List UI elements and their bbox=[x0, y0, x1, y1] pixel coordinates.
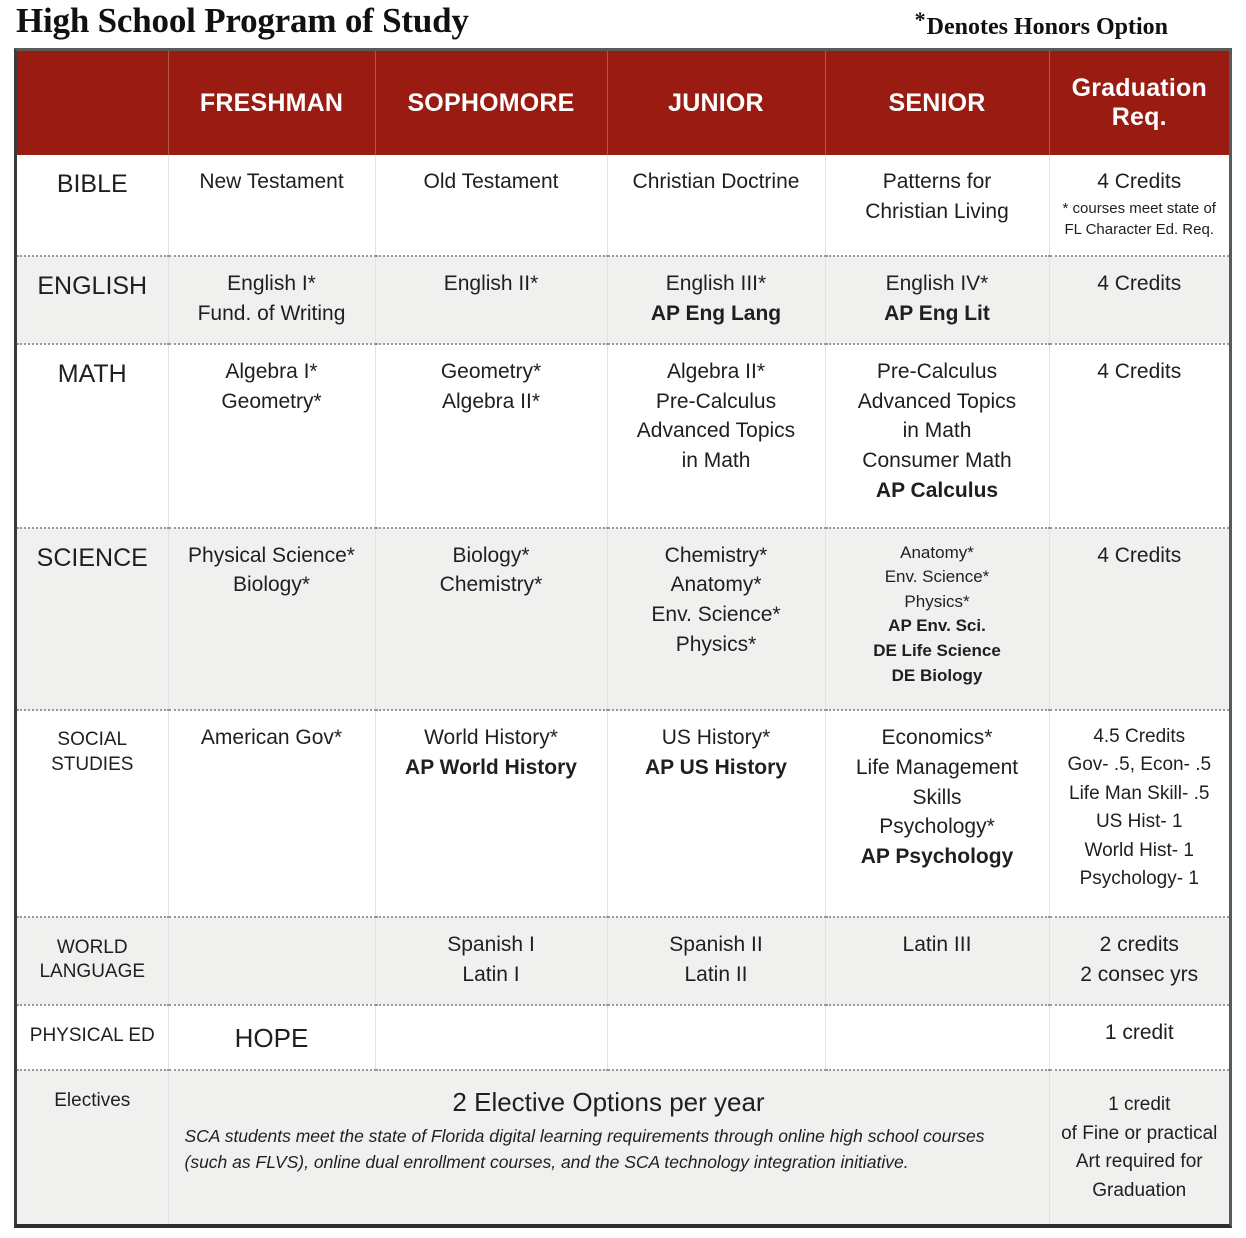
subject-label-social-studies: SOCIAL STUDIES bbox=[17, 710, 168, 917]
subject-label-physical-ed: PHYSICAL ED bbox=[17, 1005, 168, 1070]
cell-science-senior bbox=[825, 528, 1049, 710]
program-table-container bbox=[14, 48, 1232, 1228]
ap-course-social-sophomore: AP World History bbox=[405, 755, 577, 779]
cell-bible-sophomore: Old Testament bbox=[375, 155, 607, 256]
cell-world-lang-senior: Latin III bbox=[825, 917, 1049, 1005]
cell-social-freshman: American Gov* bbox=[168, 710, 375, 917]
table-row-science bbox=[17, 528, 1229, 710]
cell-science-junior: Chemistry* Anatomy* Env. Science* Physics* bbox=[607, 528, 825, 710]
title-bar bbox=[0, 0, 1246, 48]
ap-course-social-senior: AP Psychology bbox=[860, 845, 1014, 869]
subject-label-english: ENGLISH bbox=[17, 256, 168, 344]
cell-math-freshman: Algebra I* Geometry* bbox=[168, 344, 375, 528]
cell-social-sophomore bbox=[375, 710, 607, 917]
cell-bible-senior: Patterns for Christian Living bbox=[825, 155, 1049, 256]
ap-course-english-senior: AP Eng Lit bbox=[884, 301, 990, 325]
cell-math-junior: Algebra II* Pre-Calculus Advanced Topics in Math bbox=[607, 344, 825, 528]
cell-math-senior bbox=[825, 344, 1049, 528]
cell-pe-graduation: 1 credit bbox=[1049, 1005, 1229, 1070]
electives-body-text: SCA students meet the state of Florida digital learning requirements through online high school courses (such as FLVS), online dual enrollment courses, and the SCA technology integration initiative. bbox=[184, 1125, 985, 1172]
subject-label-electives: Electives bbox=[17, 1070, 168, 1224]
table-body bbox=[17, 155, 1229, 1224]
column-header-senior: SENIOR bbox=[825, 51, 1049, 155]
ap-course-math-senior: AP Calculus bbox=[875, 479, 999, 503]
cell-pe-junior bbox=[607, 1005, 825, 1070]
cell-science-sophomore: Biology* Chemistry* bbox=[375, 528, 607, 710]
honors-legend bbox=[915, 7, 1168, 41]
electives-heading: 2 Elective Options per year bbox=[452, 1087, 765, 1118]
header-row bbox=[17, 51, 1229, 155]
cell-english-junior bbox=[607, 256, 825, 344]
ap-course-social-junior: AP US History bbox=[645, 755, 787, 779]
grad-credits-bible: 4 Credits bbox=[1097, 170, 1182, 193]
cell-social-graduation: 4.5 Credits Gov- .5, Econ- .5 Life Man Skill- .5 US Hist- 1 World Hist- 1 Psychology- 1 bbox=[1049, 710, 1229, 917]
cell-world-lang-freshman bbox=[168, 917, 375, 1005]
course-science-senior: Anatomy* Env. Science* Physics* bbox=[884, 542, 990, 611]
subject-label-science: SCIENCE bbox=[17, 528, 168, 710]
cell-pe-sophomore bbox=[375, 1005, 607, 1070]
cell-pe-senior bbox=[825, 1005, 1049, 1070]
cell-bible-junior: Christian Doctrine bbox=[607, 155, 825, 256]
column-header-freshman: FRESHMAN bbox=[168, 51, 375, 155]
cell-english-graduation: 4 Credits bbox=[1049, 256, 1229, 344]
cell-english-sophomore: English II* bbox=[375, 256, 607, 344]
cell-pe-freshman: HOPE bbox=[168, 1005, 375, 1070]
cell-english-senior bbox=[825, 256, 1049, 344]
page-title: High School Program of Study bbox=[16, 1, 469, 40]
cell-science-freshman: Physical Science* Biology* bbox=[168, 528, 375, 710]
cell-social-junior bbox=[607, 710, 825, 917]
table-row-bible bbox=[17, 155, 1229, 256]
course-math-senior: Pre-Calculus Advanced Topics in Math Consumer Math bbox=[857, 359, 1017, 473]
column-header-graduation-req: Graduation Req. bbox=[1049, 51, 1229, 155]
column-header-junior: JUNIOR bbox=[607, 51, 825, 155]
table-row-math bbox=[17, 344, 1229, 528]
cell-bible-graduation bbox=[1049, 155, 1229, 256]
column-header-sophomore: SOPHOMORE bbox=[375, 51, 607, 155]
subject-label-bible: BIBLE bbox=[17, 155, 168, 256]
column-header-subject bbox=[17, 51, 168, 155]
cell-world-lang-graduation: 2 credits 2 consec yrs bbox=[1049, 917, 1229, 1005]
table-row-world-language bbox=[17, 917, 1229, 1005]
cell-social-senior bbox=[825, 710, 1049, 917]
cell-math-sophomore: Geometry* Algebra II* bbox=[375, 344, 607, 528]
course-english-senior: English IV* bbox=[885, 272, 989, 296]
ap-course-science-senior: AP Env. Sci. DE Life Science DE Biology bbox=[873, 616, 1001, 685]
cell-english-freshman: English I* Fund. of Writing bbox=[168, 256, 375, 344]
cell-world-lang-junior: Spanish II Latin II bbox=[607, 917, 825, 1005]
subject-label-world-language: WORLD LANGUAGE bbox=[17, 917, 168, 1005]
cell-science-graduation: 4 Credits bbox=[1049, 528, 1229, 710]
cell-bible-freshman: New Testament bbox=[168, 155, 375, 256]
table-row-english bbox=[17, 256, 1229, 344]
cell-electives-description bbox=[168, 1070, 1049, 1224]
table-header bbox=[17, 51, 1229, 155]
cell-electives-graduation: 1 credit of Fine or practical Art required for Graduation bbox=[1049, 1070, 1229, 1224]
course-social-senior: Economics* Life Management Skills Psychology* bbox=[855, 725, 1019, 839]
table-row-social-studies bbox=[17, 710, 1229, 917]
ap-course-english-junior: AP Eng Lang bbox=[650, 301, 782, 325]
cell-math-graduation: 4 Credits bbox=[1049, 344, 1229, 528]
table-row-physical-ed bbox=[17, 1005, 1229, 1070]
cell-world-lang-sophomore: Spanish I Latin I bbox=[375, 917, 607, 1005]
course-social-sophomore: World History* bbox=[424, 725, 558, 749]
grad-note-bible: * courses meet state of FL Character Ed. Req. bbox=[1062, 199, 1216, 238]
program-table bbox=[17, 51, 1229, 1224]
table-row-electives bbox=[17, 1070, 1229, 1224]
asterisk-icon: * bbox=[914, 7, 926, 32]
honors-legend-label: Denotes Honors Option bbox=[926, 14, 1168, 40]
course-english-junior: English III* bbox=[665, 272, 767, 296]
subject-label-math: MATH bbox=[17, 344, 168, 528]
course-social-junior: US History* bbox=[661, 725, 771, 749]
